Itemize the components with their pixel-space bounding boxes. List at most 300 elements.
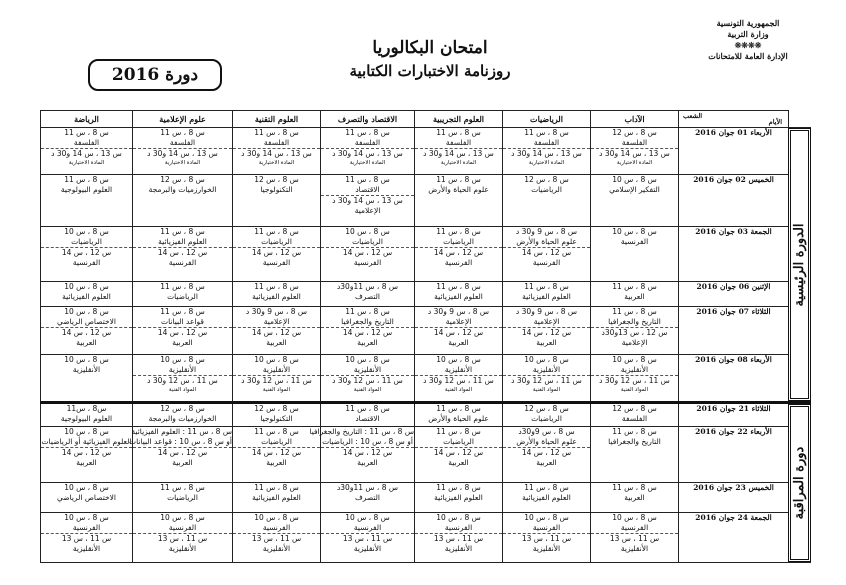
schedule-row	[41, 128, 811, 175]
exam-cell	[233, 282, 321, 307]
exam-time: س 8 ، س 10	[345, 355, 390, 364]
exam-subject: الفلسفة	[263, 138, 290, 147]
exam-subject: العربية	[266, 458, 287, 467]
exam-cell	[415, 282, 503, 307]
exam-time: س 8 ، س 10	[345, 513, 390, 522]
exam-time: س 8 ، س 10	[160, 513, 205, 522]
exam-time: س 8 ، س 11	[436, 175, 481, 184]
exam-cell	[415, 355, 503, 403]
exam-subject: التكنولوجيا	[260, 414, 293, 423]
exam-subject: الفرنسية	[72, 523, 101, 532]
exam-subject: الاقتصاد	[355, 185, 380, 194]
exam-subject: العربية	[624, 493, 645, 502]
exam-subject: العلوم البيولوجية	[60, 414, 113, 423]
exam-time: س 8 ، س 9 و30 د	[245, 307, 308, 316]
exam-time: س 8 ، س 11 : التاريخ والجغرافيا	[309, 427, 414, 436]
exam-time: س 12 ، س 13و30د	[591, 327, 678, 338]
exam-subject: العلوم الفيزيائية	[158, 237, 207, 246]
exam-cell	[233, 483, 321, 513]
exam-subject: الأنقليزية	[72, 544, 101, 553]
exam-cell	[321, 513, 415, 563]
exam-time: س 8 ، س 12	[254, 404, 299, 413]
schedule-row	[41, 175, 811, 227]
exam-subject: العربية	[536, 458, 557, 467]
exam-subject: التكنولوجيا	[260, 185, 293, 194]
exam-cell	[591, 128, 679, 175]
exam-subject: الأنقليزية	[353, 544, 382, 553]
exam-time: س 13 ، س 14 و30 د	[133, 148, 232, 159]
exam-subject: العلوم الفيزيائية	[522, 292, 571, 301]
exam-time: س 8 ، س 10	[160, 355, 205, 364]
exam-cell	[415, 403, 503, 427]
exam-time: س 8 ، س 10	[612, 227, 657, 236]
exam-time: س 12 ، س 14	[41, 447, 132, 458]
exam-cell	[233, 128, 321, 175]
exam-time: س 8 ، س 11	[160, 483, 205, 492]
exam-cell	[415, 427, 503, 483]
exam-subject: علوم الحياة والأرض	[428, 414, 489, 423]
exam-time: س 11 ، س 13	[321, 533, 414, 544]
exam-time: س 11 ، س 13	[41, 533, 132, 544]
republic-label: الجمهورية التونسية	[716, 18, 780, 28]
exam-subject: العربية	[76, 458, 97, 467]
exam-cell	[41, 513, 133, 563]
exam-cell	[591, 227, 679, 282]
main-session-label	[789, 128, 811, 403]
exam-cell	[591, 427, 679, 483]
session-title: دورة المراقبة	[791, 446, 807, 520]
exam-time: س 8 ، س 10	[436, 355, 481, 364]
exam-subject: العربية	[624, 292, 645, 301]
exam-time: س 8 ، س 11	[612, 483, 657, 492]
exam-subject: الفلسفة	[445, 138, 472, 147]
exam-time: س 8 ، س 12	[524, 175, 569, 184]
exam-cell	[321, 307, 415, 355]
exam-subject: العلوم الفيزيائية	[522, 493, 571, 502]
exam-subject: الفرنسية	[444, 523, 473, 532]
exam-time: س 8 ، س 11	[160, 128, 205, 137]
exam-time: س 8 ، س 11	[524, 128, 569, 137]
exam-time: س8 ، س11	[66, 404, 107, 413]
exam-time: س 8 ، س 10	[64, 427, 109, 436]
exam-time: س 8 ، س 11	[64, 175, 109, 184]
exam-subject: المادة الاختيارية	[440, 160, 477, 166]
exam-cell	[41, 307, 133, 355]
column-header: علوم الإعلامية	[133, 111, 233, 128]
exam-subject: الفرنسية	[353, 258, 382, 267]
exam-cell	[133, 483, 233, 513]
exam-time: س 8 ، س 11	[612, 282, 657, 291]
header-marks: ❊❊❊❊	[734, 40, 762, 50]
schedule-row	[41, 355, 811, 403]
schedule-row	[41, 403, 811, 427]
schedule-row	[41, 513, 811, 563]
exam-time: س 8 ، س 10	[254, 513, 299, 522]
exam-cell	[321, 227, 415, 282]
exam-subject: الفرنسية	[262, 258, 291, 267]
exam-time: س 8 ، س 11	[254, 227, 299, 236]
exam-subject: التاريخ والجغرافيا	[608, 437, 661, 446]
exam-time: س 12 ، س 14	[233, 327, 320, 338]
day-label: الثلاثاء 07 جوان 2016	[679, 307, 789, 355]
session-title: الدورة الرئيسية	[791, 222, 807, 307]
exam-time: س 8 ، س 11و30د	[336, 282, 399, 291]
exam-subject: الرياضيات	[531, 414, 562, 423]
session-badge: دورة 2016	[88, 59, 222, 91]
exam-time: س 8 ، س 10	[64, 513, 109, 522]
exam-subject: التصرف	[354, 292, 381, 301]
exam-time: س 8 ، س 11	[345, 404, 390, 413]
exam-cell	[591, 282, 679, 307]
exam-subject: العربية	[172, 458, 193, 467]
exam-subject: الفرنسية	[532, 523, 561, 532]
exam-time: س 11 ، س 12 و30 د	[133, 375, 232, 386]
corner-cell	[679, 111, 789, 128]
exam-subject: المادة الاختيارية	[616, 160, 653, 166]
exam-subject: الرياضيات	[71, 237, 102, 246]
page-subtitle: روزنامة الاختبارات الكتابية	[349, 62, 511, 80]
exam-subject: الأنقليزية	[72, 365, 101, 374]
exam-time: س 8 ، س 12	[524, 404, 569, 413]
exam-subject: العربية	[76, 338, 97, 347]
exam-subject: المادة الاختيارية	[349, 160, 386, 166]
exam-cell	[41, 128, 133, 175]
exam-time: س 12 ، س 14	[415, 247, 502, 258]
exam-subject: علوم الحياة والأرض	[428, 185, 489, 194]
exam-cell	[415, 307, 503, 355]
exam-subject: المواد الفنية	[620, 387, 649, 393]
exam-cell	[415, 483, 503, 513]
exam-subject: التفكير الإسلامي	[609, 185, 660, 194]
exam-cell	[41, 403, 133, 427]
exam-time: س 8 ، س 12	[612, 404, 657, 413]
column-header: الرياضة	[41, 111, 133, 128]
exam-time: س 8 ، س 10	[64, 227, 109, 236]
exam-subject: التاريخ والجغرافيا	[341, 317, 394, 326]
day-label: الخميس 23 جوان 2016	[679, 483, 789, 513]
exam-time: س 11 ، س 13	[133, 533, 232, 544]
exam-cell	[233, 227, 321, 282]
exam-cell	[233, 513, 321, 563]
exam-cell	[503, 128, 591, 175]
exam-time: س 8 ، س 10	[64, 355, 109, 364]
exam-time: س 8 ، س 11 : العلوم الفيزيائية	[131, 427, 232, 436]
exam-time: س 13 ، س 14 و30 د	[41, 148, 132, 159]
schedule-row	[41, 483, 811, 513]
exam-subject: الرياضيات	[167, 493, 198, 502]
day-label: الأربعاء 01 جوان 2016	[679, 128, 789, 175]
exam-subject: الرياضيات	[443, 437, 474, 446]
exam-subject: العربية	[536, 338, 557, 347]
exam-cell	[415, 513, 503, 563]
exam-subject: قواعد البيانات	[161, 317, 204, 326]
exam-cell	[321, 282, 415, 307]
exam-cell	[233, 403, 321, 427]
exam-time: س 8 ، س 10	[436, 513, 481, 522]
exam-cell	[503, 513, 591, 563]
exam-subject: الفلسفة	[73, 138, 100, 147]
exam-subject: العلوم الفيزيائية	[62, 292, 111, 301]
exam-cell	[591, 175, 679, 227]
exam-subject: العربية	[172, 338, 193, 347]
exam-time: س 8 ، س 11	[254, 483, 299, 492]
exam-time: س 11 ، س 12 و30 د	[591, 375, 678, 386]
exam-cell	[133, 355, 233, 403]
exam-time: س 8 ، س 11	[254, 282, 299, 291]
exam-cell	[503, 427, 591, 483]
exam-time: س 8 ، س 11	[160, 307, 205, 316]
exam-cell	[133, 128, 233, 175]
exam-subject: التاريخ والجغرافيا	[608, 317, 661, 326]
column-header: الرياضيات	[503, 111, 591, 128]
exam-subject: علوم الحياة والأرض	[516, 237, 577, 246]
exam-time: س 11 ، س 13	[591, 533, 678, 544]
exam-cell	[503, 483, 591, 513]
exam-time: س 8 ، س 10	[345, 227, 390, 236]
exam-time: س 12 ، س 14	[415, 447, 502, 458]
exam-cell	[233, 427, 321, 483]
column-header: الآداب	[591, 111, 679, 128]
exam-cell	[233, 355, 321, 403]
exam-time: س 8 ، س 10	[612, 513, 657, 522]
exam-time: س 13 ، س 14 و30 د	[321, 148, 414, 159]
exam-subject: المادة الاختيارية	[68, 160, 105, 166]
exam-subject: الإعلامية	[533, 317, 560, 326]
exam-cell	[591, 307, 679, 355]
exam-time: س 12 ، س 14	[503, 247, 590, 258]
exam-cell	[133, 282, 233, 307]
exam-subject: الرياضيات	[443, 237, 474, 246]
exam-time: س 12 ، س 14	[41, 327, 132, 338]
exam-time: س 13 ، س 14 و30 د	[321, 195, 414, 206]
directorate-label: الإدارة العامة للامتحانات	[708, 51, 788, 61]
exam-subject: الفرنسية	[532, 258, 561, 267]
exam-subject: الفرنسية	[444, 258, 473, 267]
exam-subject: الفلسفة	[169, 138, 196, 147]
exam-subject: الفرنسية	[262, 523, 291, 532]
schedule-row	[41, 282, 811, 307]
exam-subject: الأنقليزية	[353, 365, 382, 374]
exam-subject: الاقتصاد	[355, 414, 380, 423]
exam-subject: الفرنسية	[168, 523, 197, 532]
exam-time: س 8 ، س 11	[345, 128, 390, 137]
exam-subject: الفرنسية	[353, 523, 382, 532]
exam-subject: العربية	[357, 338, 378, 347]
ministry-header	[678, 18, 818, 62]
exam-time: س 12 ، س 14	[321, 247, 414, 258]
exam-time: س 13 ، س 14 و30 د	[503, 148, 590, 159]
exam-subject: الخوارزميات والبرمجة	[148, 185, 217, 194]
exam-time: س 8 ، س 10	[64, 282, 109, 291]
exam-cell	[503, 227, 591, 282]
exam-subject: الأنقليزية	[532, 365, 561, 374]
exam-time: س 11 ، س 12 و30 د	[233, 375, 320, 386]
exam-time: س 8 ، س 10	[64, 483, 109, 492]
exam-subject: المادة الاختيارية	[258, 160, 295, 166]
exam-time: س 8 ، س 11و30د	[336, 483, 399, 492]
exam-subject: أو س 8 ، س 10 : الرياضيات	[322, 437, 413, 446]
exam-subject: الفرنسية	[168, 258, 197, 267]
exam-time: س 8 ، س 9و30د	[518, 427, 575, 436]
exam-cell	[321, 175, 415, 227]
exam-subject: العربية	[266, 338, 287, 347]
exam-cell	[129, 427, 233, 483]
exam-cell	[591, 513, 679, 563]
exam-subject: المواد الفنية	[532, 387, 561, 393]
exam-time: س 8 ، س 10	[524, 513, 569, 522]
exam-cell	[41, 427, 133, 483]
schedule-row	[41, 427, 811, 483]
exam-cell	[503, 175, 591, 227]
exam-subject: الأنقليزية	[532, 544, 561, 553]
exam-cell	[233, 175, 321, 227]
exam-subject: الأنقليزية	[444, 365, 473, 374]
corner-branch: الشعب	[683, 112, 703, 120]
exam-subject: الفلسفة	[621, 138, 648, 147]
exam-time: س 12 ، س 14	[133, 447, 232, 458]
exam-schedule-table	[40, 110, 811, 563]
day-label: الثلاثاء 21 جوان 2016	[679, 403, 789, 427]
exam-time: س 12 ، س 14	[503, 327, 590, 338]
exam-cell	[41, 355, 133, 403]
exam-cell	[133, 175, 233, 227]
day-label: الأربعاء 22 جوان 2016	[679, 427, 789, 483]
corner-days: الأيام	[768, 118, 782, 126]
exam-time: س 8 ، س 11	[524, 282, 569, 291]
exam-subject: العلوم الفيزيائية أو الرياضيات	[41, 437, 132, 446]
exam-time: س 8 ، س 11	[254, 128, 299, 137]
exam-subject: الرياضيات	[261, 237, 292, 246]
exam-subject: الفرنسية	[620, 237, 649, 246]
exam-time: س 12 ، س 14	[415, 327, 502, 338]
exam-time: س 8 ، س 10	[612, 355, 657, 364]
exam-subject: الفلسفة	[533, 138, 560, 147]
exam-subject: الرياضيات	[352, 237, 383, 246]
exam-subject: المادة الاختيارية	[164, 160, 201, 166]
exam-cell	[133, 227, 233, 282]
exam-subject: الفرنسية	[620, 523, 649, 532]
exam-cell	[41, 227, 133, 282]
exam-time: س 8 ، س 10	[254, 355, 299, 364]
exam-subject: الإعلامية	[263, 317, 290, 326]
exam-cell	[591, 483, 679, 513]
exam-cell	[503, 282, 591, 307]
exam-time: س 12 ، س 14	[321, 447, 414, 458]
exam-subject: الأنقليزية	[262, 544, 291, 553]
exam-subject: العربية	[357, 458, 378, 467]
exam-subject: المواد الفنية	[168, 387, 197, 393]
exam-cell	[321, 128, 415, 175]
day-label: الجمعة 24 جوان 2016	[679, 513, 789, 563]
schedule-row	[41, 227, 811, 282]
exam-time: س 8 ، س 11	[612, 427, 657, 436]
exam-cell	[503, 307, 591, 355]
day-label: الخميس 02 جوان 2016	[679, 175, 789, 227]
exam-subject: المواد الفنية	[353, 387, 382, 393]
exam-subject: الأنقليزية	[262, 365, 291, 374]
exam-time: س 8 ، س 11	[436, 483, 481, 492]
exam-cell	[503, 355, 591, 403]
exam-time: س 8 ، س 11	[160, 227, 205, 236]
exam-time: س 8 ، س 11	[612, 307, 657, 316]
exam-cell	[415, 175, 503, 227]
page-title: امتحان البكالوريا	[372, 38, 488, 58]
exam-subject: الاختصاص الرياضي	[56, 317, 116, 326]
exam-subject: المواد الفنية	[444, 387, 473, 393]
exam-cell	[503, 403, 591, 427]
exam-time: س 8 ، س 11	[436, 427, 481, 436]
exam-subject: الأنقليزية	[620, 365, 649, 374]
exam-subject: الاختصاص الرياضي	[56, 493, 116, 502]
side-spacer	[789, 111, 811, 128]
exam-cell	[591, 355, 679, 403]
exam-time: س 8 ، س 11	[345, 307, 390, 316]
exam-subject: المادة الاختيارية	[528, 160, 565, 166]
exam-subject: العربية	[448, 338, 469, 347]
exam-subject: العلوم الفيزيائية	[434, 292, 483, 301]
title-block	[300, 38, 560, 80]
exam-cell	[133, 513, 233, 563]
exam-time: س 8 ، س 10	[64, 307, 109, 316]
ministry-label: وزارة التربية	[727, 29, 769, 39]
exam-time: س 12 ، س 14	[233, 447, 320, 458]
exam-time: س 11 ، س 12 و30 د	[415, 375, 502, 386]
exam-time: س 8 ، س 11	[254, 427, 299, 436]
exam-subject: العلوم البيولوجية	[60, 185, 113, 194]
exam-cell	[41, 175, 133, 227]
exam-time: س 8 ، س 11	[436, 128, 481, 137]
exam-time: س 12 ، س 14	[233, 247, 320, 258]
exam-subject: الإعلامية	[354, 206, 381, 215]
exam-time: س 12 ، س 14	[503, 447, 590, 458]
column-header: الاقتصاد والتصرف	[321, 111, 415, 128]
exam-time: س 8 ، س 9 و30 د	[515, 307, 578, 316]
exam-time: س 8 ، س 9 و30 د	[515, 227, 578, 236]
exam-time: س 8 ، س 10	[612, 175, 657, 184]
exam-subject: الأنقليزية	[620, 544, 649, 553]
exam-cell	[591, 403, 679, 427]
exam-subject: الأنقليزية	[168, 365, 197, 374]
exam-subject: الفرنسية	[72, 258, 101, 267]
exam-time: س 8 ، س 11	[345, 175, 390, 184]
exam-cell	[233, 307, 321, 355]
exam-time: س 11 ، س 12 و30 د	[503, 375, 590, 386]
control-session-label	[789, 403, 811, 563]
exam-time: س 13 ، س 14 و30 د	[233, 148, 320, 159]
exam-cell	[415, 128, 503, 175]
exam-time: س 11 ، س 12 و30 د	[321, 375, 414, 386]
exam-subject: الإعلامية	[621, 338, 648, 347]
exam-time: س 8 ، س 12	[612, 128, 657, 137]
exam-cell	[321, 355, 415, 403]
exam-cell	[321, 403, 415, 427]
exam-time: س 12 ، س 14	[41, 247, 132, 258]
exam-subject: أو س 8 ، س 10 : قواعد البيانات	[129, 437, 232, 446]
exam-time: س 12 ، س 14	[133, 247, 232, 258]
exam-subject: العربية	[448, 458, 469, 467]
exam-subject: الفلسفة	[354, 138, 381, 147]
exam-cell	[133, 307, 233, 355]
day-label: الجمعة 03 جوان 2016	[679, 227, 789, 282]
exam-time: س 12 ، س 14	[133, 327, 232, 338]
column-header: العلوم التجريبية	[415, 111, 503, 128]
exam-time: س 11 ، س 13	[233, 533, 320, 544]
exam-subject: الخوارزميات والبرمجة	[148, 414, 217, 423]
exam-cell	[133, 403, 233, 427]
exam-time: س 8 ، س 12	[160, 404, 205, 413]
exam-time: س 8 ، س 11	[64, 128, 109, 137]
exam-time: س 8 ، س 12	[160, 175, 205, 184]
